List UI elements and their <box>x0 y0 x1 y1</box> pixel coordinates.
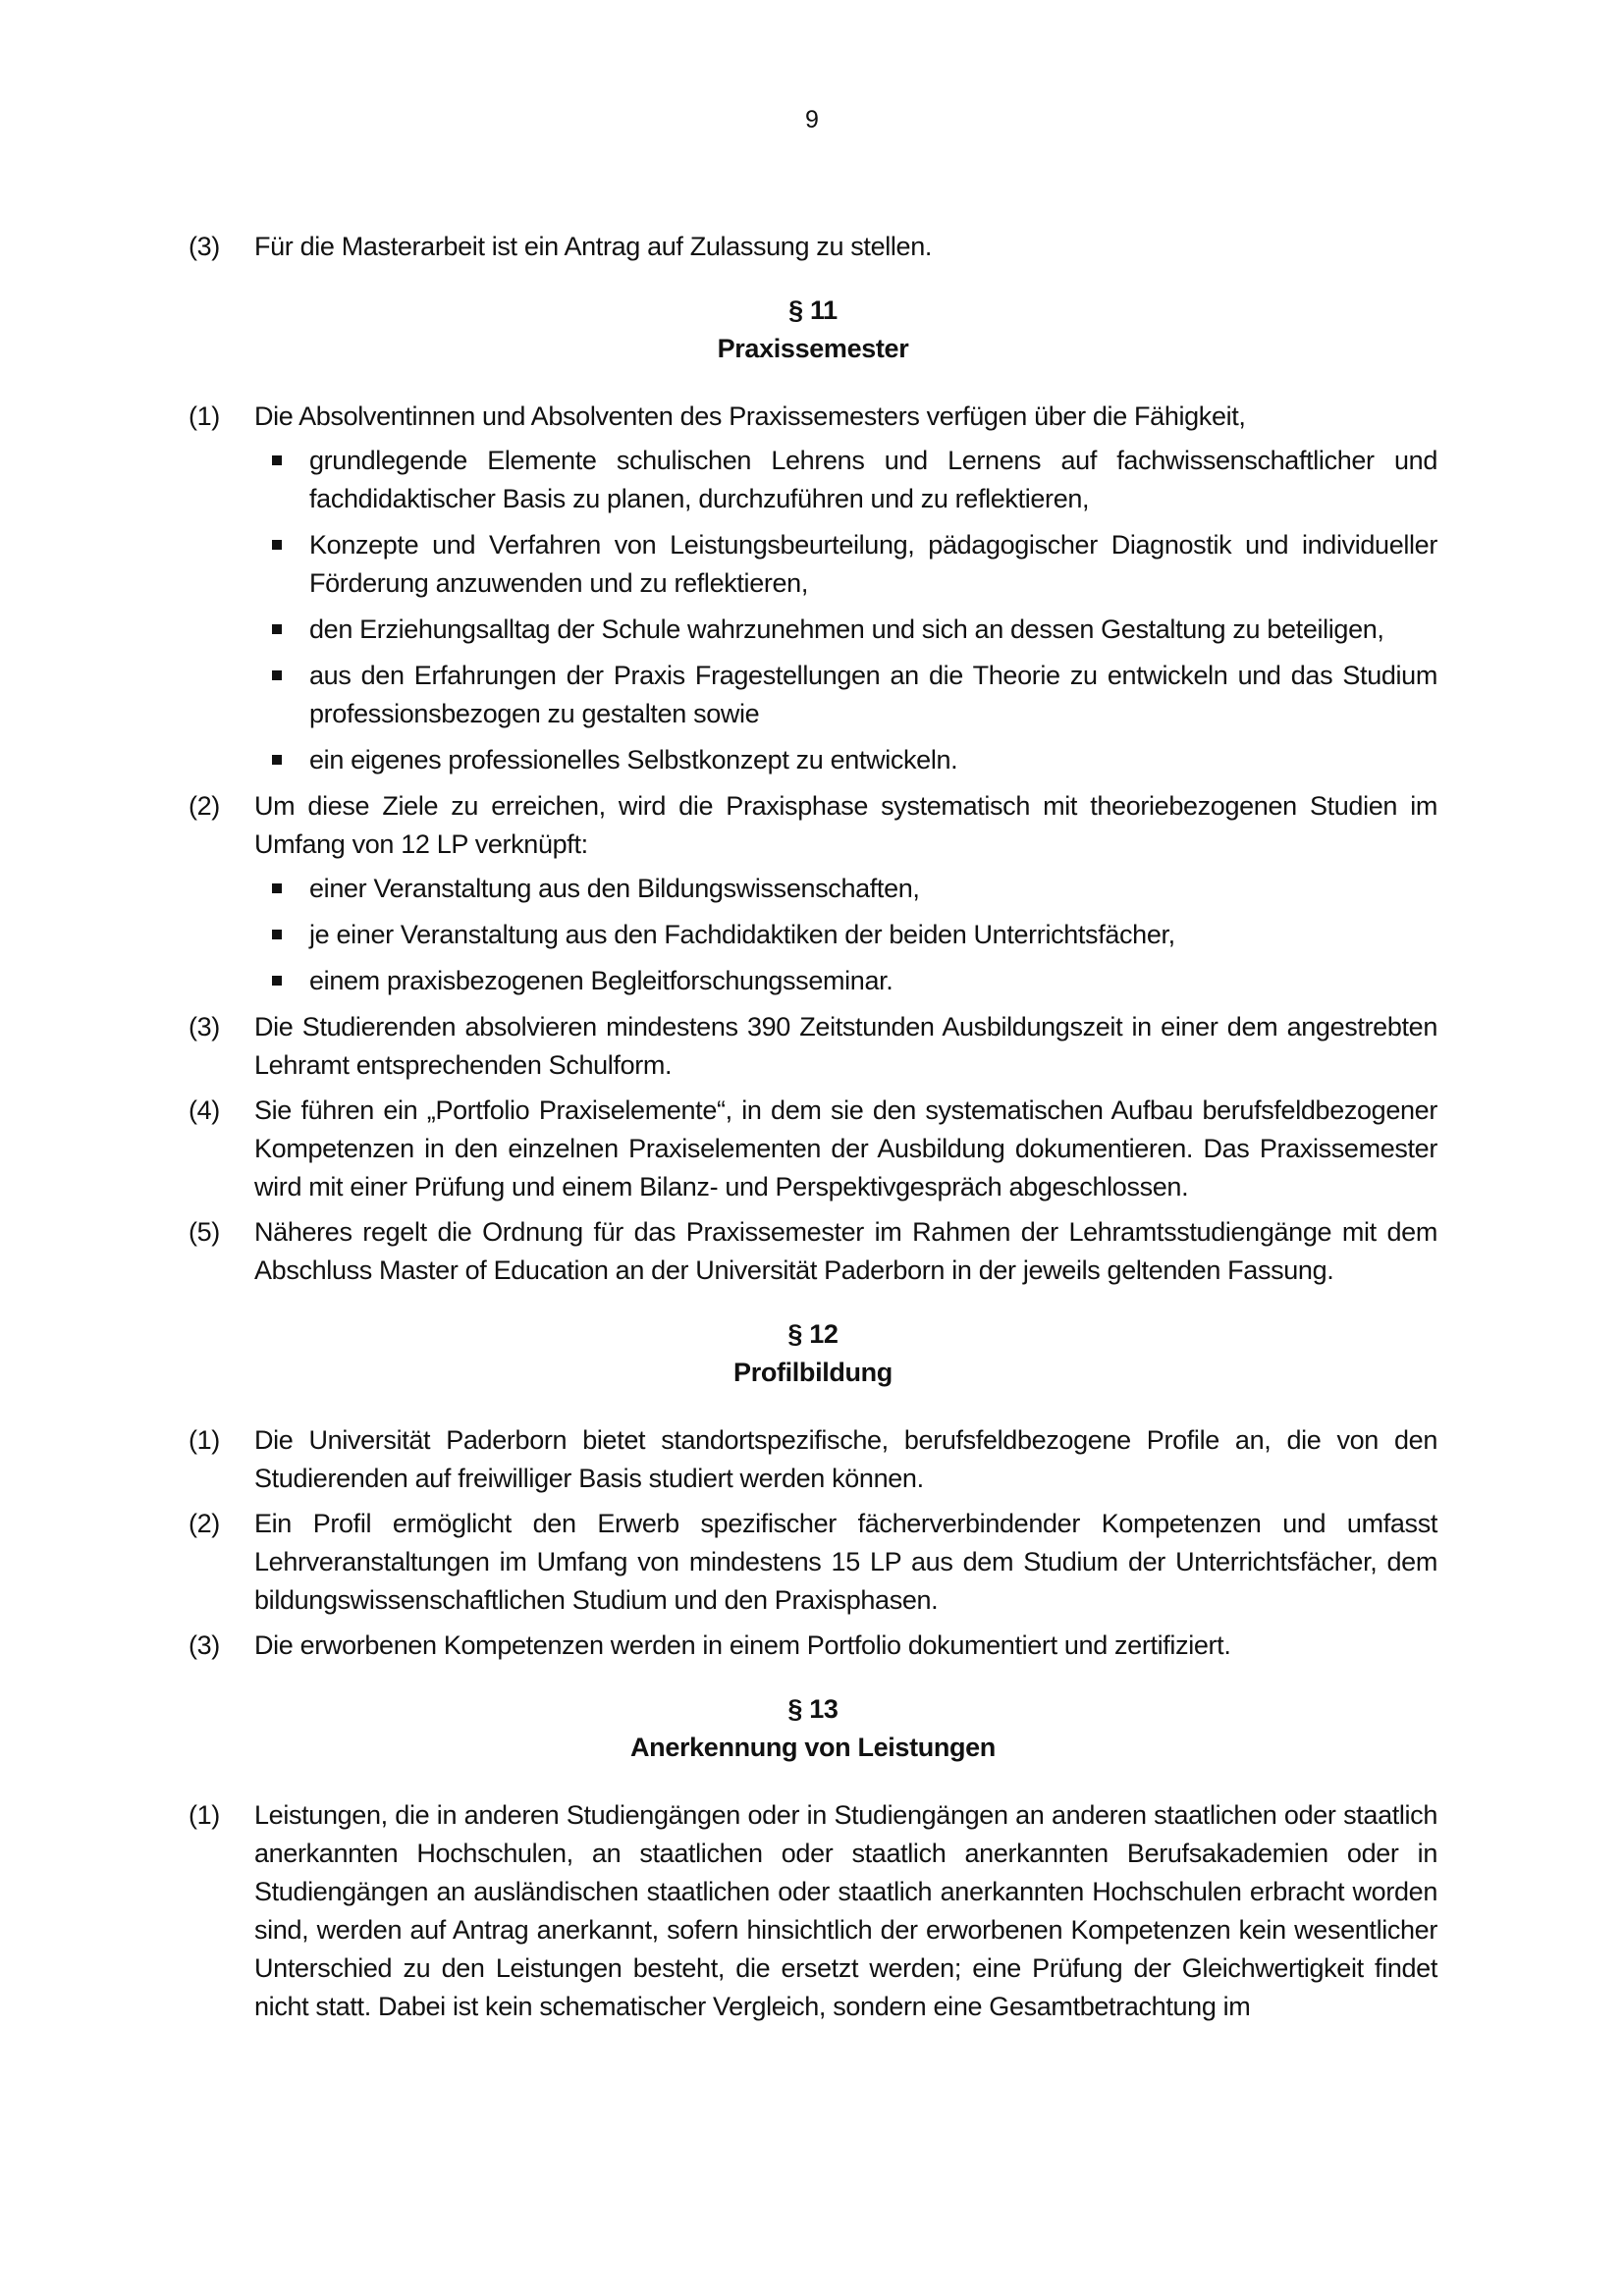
section-heading-13 <box>189 1690 1437 1767</box>
bullet-item: den Erziehungsalltag der Schule wahrzunehmen und sich an dessen Gestaltung zu beteiligen, <box>254 611 1437 649</box>
section-number: § 12 <box>787 1319 839 1349</box>
paragraph-number: (4) <box>189 1095 220 1125</box>
paragraph-number: (2) <box>189 791 220 821</box>
bullet-item: einem praxisbezogenen Begleitforschungsseminar. <box>254 962 1437 1000</box>
section-title: Profilbildung <box>733 1358 893 1387</box>
paragraph-11-3 <box>189 1008 1437 1085</box>
paragraph-text: Sie führen ein „Portfolio Praxiselemente“, in dem sie den systematischen Aufbau berufsfeldbezogener Kompetenzen in den einzelnen Praxiselementen der Ausbildung dokumentieren. Das Praxissemester wird mit einer Prüfung und einem Bilanz- und Perspektivgespräch abgeschlossen. <box>254 1095 1437 1201</box>
paragraph-text: Leistungen, die in anderen Studiengängen oder in Studiengängen an anderen staatlichen oder staatlich anerkannten Hochschulen, an staatlichen oder staatlich anerkannten Berufsakademien oder in Studiengängen an ausländischen staatlichen oder staatlich anerkannten Hochschulen erbracht worden sind, werden auf Antrag anerkannt, sofern hinsichtlich der erworbenen Kompetenzen kein wesentlicher Unterschied zu den Leistungen besteht, die ersetzt werden; eine Prüfung der Gleichwertigkeit findet nicht statt. Dabei ist kein schematischer Vergleich, sondern eine Gesamtbetrachtung im <box>254 1800 1437 2021</box>
paragraph-13-1 <box>189 1796 1437 2026</box>
bullet-item: grundlegende Elemente schulischen Lehrens und Lernens auf fachwissenschaftlicher und fachdidaktischer Basis zu planen, durchzuführen und zu reflektieren, <box>254 442 1437 518</box>
page-number: 9 <box>805 106 819 133</box>
bullet-list <box>254 442 1437 779</box>
paragraph-text: Die Universität Paderborn bietet standortspezifische, berufsfeldbezogene Profile an, die von den Studierenden auf freiwilliger Basis studiert werden können. <box>254 1425 1437 1493</box>
paragraph-number: (1) <box>189 1800 220 1830</box>
intro-paragraph <box>189 228 1437 266</box>
paragraph-11-5 <box>189 1213 1437 1290</box>
paragraph-number: (1) <box>189 1425 220 1455</box>
paragraph-text: Näheres regelt die Ordnung für das Praxissemester im Rahmen der Lehramtsstudiengänge mit dem Abschluss Master of Education an der Universität Paderborn in der jeweils geltenden Fassung. <box>254 1217 1437 1285</box>
section-number: § 13 <box>787 1694 839 1724</box>
square-bullet-icon <box>272 976 282 986</box>
square-bullet-icon <box>272 755 282 765</box>
section-title: Anerkennung von Leistungen <box>630 1733 996 1762</box>
paragraph-text: Um diese Ziele zu erreichen, wird die Praxisphase systematisch mit theoriebezogenen Studien im Umfang von 12 LP verknüpft: <box>254 791 1437 859</box>
paragraph-text: Ein Profil ermöglicht den Erwerb spezifischer fächerverbindender Kompetenzen und umfasst Lehrveranstaltungen im Umfang von mindestens 15 LP aus dem Studium der Unterrichtsfächer, dem bildungswissenschaftlichen Studium und den Praxisphasen. <box>254 1509 1437 1615</box>
paragraph-12-2 <box>189 1505 1437 1620</box>
paragraph-11-4 <box>189 1092 1437 1206</box>
paragraph-11-1 <box>189 398 1437 779</box>
section-heading-12 <box>189 1315 1437 1392</box>
square-bullet-icon <box>272 930 282 939</box>
square-bullet-icon <box>272 670 282 680</box>
paragraph-11-2 <box>189 787 1437 1000</box>
paragraph-text: Für die Masterarbeit ist ein Antrag auf Zulassung zu stellen. <box>254 232 933 261</box>
bullet-item: Konzepte und Verfahren von Leistungsbeurteilung, pädagogischer Diagnostik und individueller Förderung anzuwenden und zu reflektieren, <box>254 526 1437 603</box>
paragraph-number: (2) <box>189 1509 220 1538</box>
square-bullet-icon <box>272 540 282 550</box>
paragraph-number: (3) <box>189 232 220 261</box>
paragraph-text: Die Absolventinnen und Absolventen des Praxissemesters verfügen über die Fähigkeit, <box>254 401 1246 431</box>
paragraph-number: (5) <box>189 1217 220 1247</box>
bullet-item: aus den Erfahrungen der Praxis Fragestellungen an die Theorie zu entwickeln und das Studium professionsbezogen zu gestalten sowie <box>254 657 1437 733</box>
paragraph-number: (3) <box>189 1012 220 1041</box>
bullet-item: ein eigenes professionelles Selbstkonzept zu entwickeln. <box>254 741 1437 779</box>
paragraph-text: Die erworbenen Kompetenzen werden in einem Portfolio dokumentiert und zertifiziert. <box>254 1630 1231 1660</box>
paragraph-12-1 <box>189 1421 1437 1498</box>
square-bullet-icon <box>272 455 282 465</box>
bullet-item: je einer Veranstaltung aus den Fachdidaktiken der beiden Unterrichtsfächer, <box>254 916 1437 954</box>
bullet-item: einer Veranstaltung aus den Bildungswissenschaften, <box>254 870 1437 908</box>
bullet-list <box>254 870 1437 1000</box>
paragraph-number: (1) <box>189 401 220 431</box>
square-bullet-icon <box>272 624 282 634</box>
section-number: § 11 <box>788 295 838 325</box>
section-title: Praxissemester <box>717 334 909 363</box>
paragraph-text: Die Studierenden absolvieren mindestens 390 Zeitstunden Ausbildungszeit in einer dem angestrebten Lehramt entsprechenden Schulform. <box>254 1012 1437 1080</box>
paragraph-number: (3) <box>189 1630 220 1660</box>
document-body <box>189 228 1437 2033</box>
square-bullet-icon <box>272 883 282 893</box>
paragraph-12-3 <box>189 1627 1437 1665</box>
section-heading-11 <box>189 292 1437 368</box>
